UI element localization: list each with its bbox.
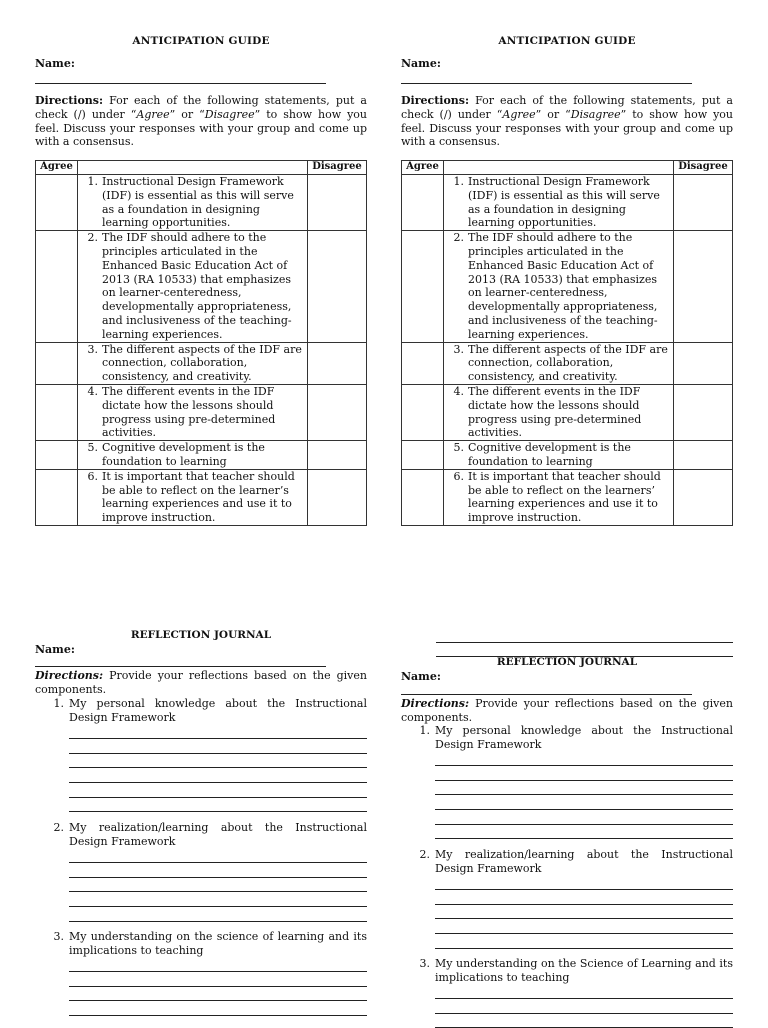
name-line[interactable] (35, 83, 326, 84)
name-line[interactable] (401, 83, 692, 84)
agree-cell[interactable] (402, 384, 444, 440)
answer-lines[interactable] (69, 958, 367, 1016)
disagree-cell[interactable] (674, 342, 733, 384)
reflection-item: 1. My personal knowledge about the Instructional Design Framework (35, 697, 367, 812)
disagree-cell[interactable] (674, 231, 733, 342)
disagree-cell[interactable] (308, 175, 367, 231)
agree-cell[interactable] (402, 342, 444, 384)
agree-cell[interactable] (402, 469, 444, 525)
reflection-question: My realization/learning about the Instructional Design Framework (435, 848, 733, 875)
directions: Directions: For each of the following statements, put a check (/) under “Agree” or “Disagree” to show how you feel. Discuss your responses with your group and come up with a consensus. (401, 94, 733, 149)
carryover-answer-lines[interactable] (436, 628, 733, 657)
statement-header (444, 161, 674, 175)
agree-cell[interactable] (402, 441, 444, 470)
disagree-cell[interactable] (674, 384, 733, 440)
name-line[interactable] (35, 653, 326, 667)
directions: Directions: Provide your reflections based on the given components. (35, 669, 367, 696)
directions: Directions: For each of the following statements, put a check (/) under “Agree” or “Disagree” to show how you feel. Discuss your responses with your group and come up with a consensus. (35, 94, 367, 149)
reflection-item: 1. My personal knowledge about the Instructional Design Framework (401, 724, 733, 839)
agree-cell[interactable] (36, 384, 78, 440)
reflection-journal-title: REFLECTION JOURNAL (130, 629, 272, 641)
statement-cell: 2. The IDF should adhere to the principles articulated in the Enhanced Basic Education Act of 2013 (RA 10533) that emphasizes on learner-centeredness, developmentally appropriateness, and inclusiveness of the teaching-learning experiences. (78, 231, 308, 342)
agree-cell[interactable] (36, 441, 78, 470)
name-label: Name: (35, 643, 75, 656)
name-line[interactable] (401, 681, 692, 695)
reflection-question: My understanding on the Science of Learning and its implications to teaching (435, 957, 733, 984)
reflection-journal-title: REFLECTION JOURNAL (496, 656, 638, 668)
disagree-cell[interactable] (308, 469, 367, 525)
reflection-question: My personal knowledge about the Instructional Design Framework (69, 697, 367, 724)
disagree-cell[interactable] (308, 384, 367, 440)
answer-lines[interactable] (435, 752, 733, 840)
agree-header: Agree (36, 161, 78, 175)
reflection-item: 3. My understanding on the science of learning and its implications to teaching (35, 930, 367, 1016)
statement-cell: 6. It is important that teacher should be able to reflect on the learner’s learning experiences and use it to improve instruction. (78, 469, 308, 525)
statement-cell: 6. It is important that teacher should be able to reflect on the learners’ learning experiences and use it to improve instruction. (444, 469, 674, 525)
statement-cell: 5. Cognitive development is the foundation to learning (444, 441, 674, 470)
answer-lines[interactable] (435, 876, 733, 949)
statement-cell: 3. The different aspects of the IDF are connection, collaboration, consistency, and creativity. (78, 342, 308, 384)
reflection-items-3 (35, 930, 367, 1016)
anticipation-table (35, 160, 367, 526)
statement-cell: 3. The different aspects of the IDF are connection, collaboration, consistency, and creativity. (444, 342, 674, 384)
anticipation-guide-title: ANTICIPATION GUIDE (132, 35, 270, 47)
anticipation-guide-title: ANTICIPATION GUIDE (498, 35, 636, 47)
statement-cell: 4. The different events in the IDF dictate how the lessons should progress using pre-determined activities. (444, 384, 674, 440)
reflection-items-2 (401, 848, 733, 949)
disagree-cell[interactable] (674, 469, 733, 525)
name-label: Name: (401, 57, 441, 70)
agree-cell[interactable] (402, 231, 444, 342)
agree-cell[interactable] (402, 175, 444, 231)
answer-lines[interactable] (69, 725, 367, 813)
statement-cell: 2. The IDF should adhere to the principles articulated in the Enhanced Basic Education Act of 2013 (RA 10533) that emphasizes on learner-centeredness, developmentally appropriateness, and inclusiveness of the teaching-learning experiences. (444, 231, 674, 342)
reflection-item: 3. My understanding on the Science of Learning and its implications to teaching (401, 957, 733, 1028)
disagree-cell[interactable] (674, 441, 733, 470)
reflection-items (35, 697, 367, 812)
statement-cell: 1. Instructional Design Framework (IDF) is essential as this will serve as a foundation in designing learning opportunities. (78, 175, 308, 231)
disagree-cell[interactable] (308, 231, 367, 342)
answer-lines[interactable] (435, 985, 733, 1028)
answer-lines[interactable] (69, 849, 367, 922)
reflection-item: 2. My realization/learning about the Instructional Design Framework (401, 848, 733, 949)
statement-cell: 4. The different events in the IDF dictate how the lessons should progress using pre-determined activities. (78, 384, 308, 440)
reflection-question: My personal knowledge about the Instructional Design Framework (435, 724, 733, 751)
name-label: Name: (35, 57, 75, 70)
reflection-items-2 (35, 821, 367, 922)
directions: Directions: Provide your reflections based on the given components. (401, 697, 733, 724)
disagree-cell[interactable] (308, 342, 367, 384)
reflection-question: My understanding on the science of learning and its implications to teaching (69, 930, 367, 957)
agree-cell[interactable] (36, 342, 78, 384)
reflection-items (401, 724, 733, 839)
agree-cell[interactable] (36, 469, 78, 525)
anticipation-table (401, 160, 733, 526)
name-label: Name: (401, 670, 441, 683)
reflection-items-3 (401, 957, 733, 1028)
agree-cell[interactable] (36, 231, 78, 342)
agree-cell[interactable] (36, 175, 78, 231)
agree-header: Agree (402, 161, 444, 175)
disagree-header: Disagree (674, 161, 733, 175)
statement-cell: 1. Instructional Design Framework (IDF) is essential as this will serve as a foundation in designing learning opportunities. (444, 175, 674, 231)
reflection-question: My realization/learning about the Instructional Design Framework (69, 821, 367, 848)
statement-cell: 5. Cognitive development is the foundation to learning (78, 441, 308, 470)
disagree-cell[interactable] (308, 441, 367, 470)
statement-header (78, 161, 308, 175)
disagree-cell[interactable] (674, 175, 733, 231)
reflection-item: 2. My realization/learning about the Instructional Design Framework (35, 821, 367, 922)
disagree-header: Disagree (308, 161, 367, 175)
